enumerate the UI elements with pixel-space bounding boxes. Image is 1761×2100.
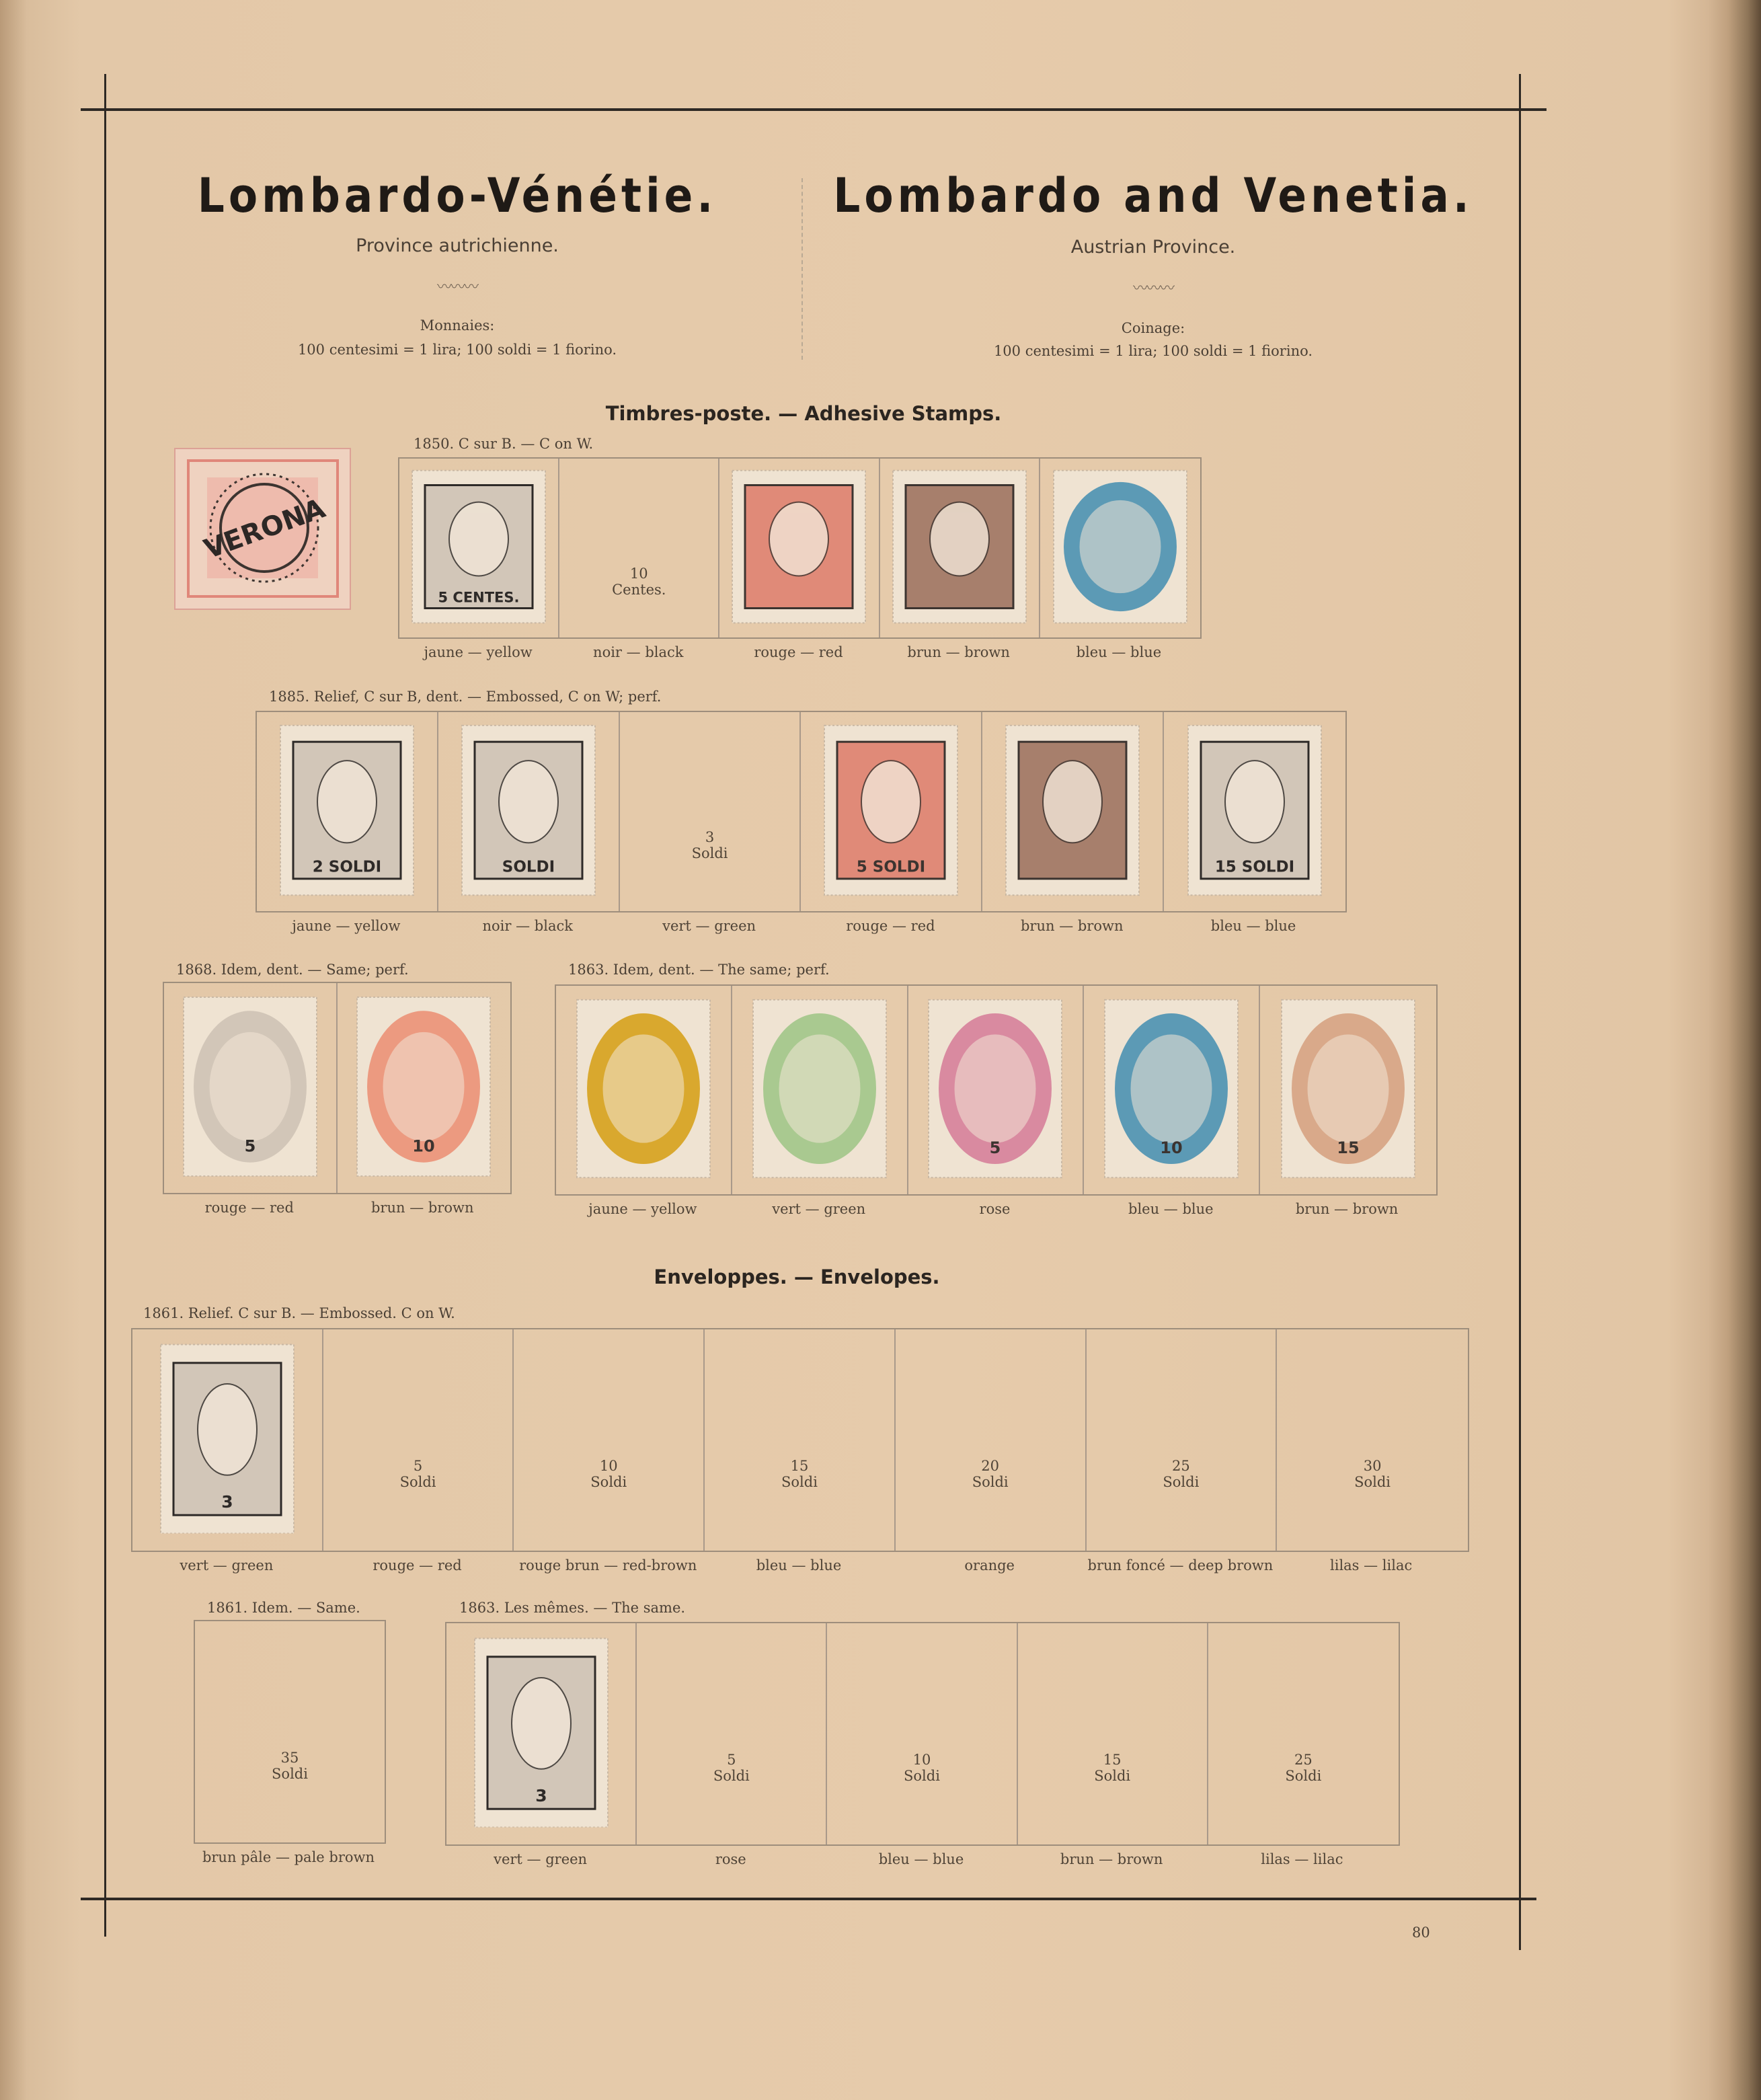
envelope-box-1863 [445,1622,1400,1846]
stamp-slot[interactable] [1164,712,1345,911]
slot-color-caption: brun foncé — deep brown [1087,1557,1274,1573]
slot-value-label: 20 Soldi [972,1457,1009,1490]
slot-color-caption: vert — green [662,918,756,934]
stamp-image-icon [1005,725,1140,899]
stamp-slot[interactable] [514,1329,705,1551]
stamp-slot[interactable] [438,712,620,911]
svg-text:3: 3 [221,1491,233,1512]
ornament-left: 〰〰〰 [436,279,477,296]
svg-text:5: 5 [244,1136,256,1156]
slot-color-caption: brun — brown [370,1200,474,1216]
slot-color-caption: bleu — blue [1210,918,1296,934]
stamp-image-icon [1187,725,1322,899]
stamp-slot[interactable] [637,1623,827,1844]
slot-color-caption: vert — green [772,1201,866,1217]
slot-color-caption: brun — brown [1020,918,1124,934]
stamp-slot[interactable] [257,712,438,911]
stamp-slot[interactable] [399,459,559,637]
slot-color-caption: rouge — red [846,918,935,934]
stamp-slot[interactable] [132,1329,323,1551]
stamp-slot[interactable] [908,986,1085,1194]
stamp-image-icon [752,999,887,1181]
stamp-image-icon [732,470,866,627]
slot-value-label: 3 Soldi [691,829,728,861]
slot-color-caption: brun — brown [1060,1851,1163,1867]
svg-text:10: 10 [1160,1138,1183,1157]
stamp-image-icon [474,1637,609,1830]
slot-value-label: 10 Soldi [590,1457,627,1490]
slot-value-label: 15 Soldi [781,1457,818,1490]
stamp-image-icon [412,470,546,627]
svg-text:2 SOLDI: 2 SOLDI [312,858,382,876]
stamp-slot[interactable] [1208,1623,1399,1844]
envelopes-heading: Enveloppes. — Envelopes. [654,1266,940,1288]
loose-verona-stamp[interactable] [173,447,352,611]
slot-color-caption: noir — black [593,644,684,660]
stamp-slot[interactable] [338,983,511,1193]
env-1861b-label: 1861. Idem. — Same. [207,1600,360,1616]
stamp-slot[interactable] [164,983,338,1193]
stamp-slot[interactable] [705,1329,896,1551]
slot-color-caption: vert — green [494,1851,588,1867]
envelope-box-1861 [131,1328,1469,1552]
row-1863-label: 1863. Idem, dent. — The same; perf. [568,962,830,978]
frame-bottom-line [81,1898,1536,1900]
svg-text:VERONA: VERONA [200,493,329,566]
svg-text:3: 3 [535,1785,547,1805]
stamp-slot[interactable] [827,1623,1017,1844]
slot-color-caption: jaune — yellow [292,918,401,934]
slot-color-caption: bleu — blue [1128,1201,1214,1217]
stamp-slot[interactable] [1260,986,1436,1194]
stamp-image-icon [356,997,491,1179]
slot-color-caption: noir — black [482,918,573,934]
slot-color-caption: rouge — red [373,1557,462,1573]
stamp-image-icon [280,725,414,899]
slot-value-label: 25 Soldi [1285,1751,1322,1784]
slot-color-caption: rose [979,1201,1011,1217]
svg-text:15: 15 [1337,1138,1360,1157]
stamp-image-icon [1053,470,1187,627]
stamp-image-icon [183,997,317,1179]
frame-right-line [1519,74,1521,1950]
stamp-slot[interactable] [896,1329,1087,1551]
slot-color-caption: bleu — blue [1076,644,1162,660]
stamp-image-icon [160,1344,295,1537]
stamp-slot[interactable] [446,1623,637,1844]
stamp-slot[interactable] [1087,1329,1278,1551]
stamp-slot[interactable] [732,986,908,1194]
svg-text:5 SOLDI: 5 SOLDI [857,858,926,876]
svg-text:SOLDI: SOLDI [502,858,555,876]
currency-label-french: Monnaies: [420,317,495,334]
currency-label-english: Coinage: [1121,320,1185,336]
stamp-slot[interactable] [719,459,879,637]
slot-color-caption: lilas — lilac [1330,1557,1413,1573]
slot-color-caption: vert — green [180,1557,274,1573]
header-divider [801,178,803,360]
slot-color-caption: rouge — red [204,1200,294,1216]
stamp-slot[interactable] [1018,1623,1208,1844]
ornament-right: 〰〰〰 [1132,280,1173,297]
stamp-slot[interactable] [982,712,1164,911]
title-french: Lombardo-Vénétie. [197,168,717,223]
slot-color-caption: rouge — red [754,644,843,660]
slot-color-caption: brun — brown [907,644,1010,660]
frame-top-line [81,108,1547,111]
slot-color-caption: rose [715,1851,746,1867]
row-1858-label: 1885. Relief, C sur B, dent. — Embossed, C on W; perf. [269,689,662,705]
slot-value-label: 35 Soldi [272,1749,308,1782]
row-1850-label: 1850. C sur B. — C on W. [414,436,594,452]
stamp-slot[interactable] [556,986,732,1194]
stamp-image-icon [1281,999,1415,1181]
slot-color-caption: orange [964,1557,1015,1573]
stamp-image-icon [461,725,596,899]
slot-value-label: 5 Soldi [713,1751,750,1784]
title-english: Lombardo and Venetia. [833,168,1473,223]
stamp-image-icon [576,999,711,1181]
stamp-red-lion-icon [173,447,352,611]
stamp-image-icon [1104,999,1239,1181]
svg-text:10: 10 [412,1136,435,1156]
currency-english: 100 centesimi = 1 lira; 100 soldi = 1 fiorino. [993,343,1313,359]
stamp-slot[interactable] [801,712,982,911]
stamp-slot[interactable] [195,1621,385,1842]
slot-color-caption: bleu — blue [756,1557,842,1573]
slot-color-caption: jaune — yellow [588,1201,697,1217]
slot-value-label: 30 Soldi [1354,1457,1391,1490]
slot-value-label: 25 Soldi [1163,1457,1200,1490]
env-1861-label: 1861. Relief. C sur B. — Embossed. C on W. [143,1305,455,1321]
slot-value-label: 10 Soldi [904,1751,940,1784]
subtitle-french: Province autrichienne. [356,235,559,256]
stamp-box-1862 [163,982,512,1194]
stamp-box-1858 [256,711,1347,912]
slot-color-caption: brun pâle — pale brown [202,1849,375,1865]
page-number: 80 [1412,1924,1430,1941]
slot-color-caption: bleu — blue [878,1851,964,1867]
stamp-slot[interactable] [880,459,1040,637]
stamp-box-1863 [555,984,1438,1196]
slot-value-label: 15 Soldi [1094,1751,1131,1784]
slot-color-caption: jaune — yellow [424,644,533,660]
stamp-image-icon [892,470,1027,627]
stamp-slot[interactable] [323,1329,514,1551]
stamp-image-icon [824,725,958,899]
stamp-slot[interactable] [1040,459,1200,637]
slot-value-label: 10 Centes. [612,566,666,598]
stamp-image-icon [928,999,1062,1181]
svg-text:5 CENTES.: 5 CENTES. [438,589,520,606]
slot-color-caption: lilas — lilac [1261,1851,1343,1867]
env-1863-label: 1863. Les mêmes. — The same. [459,1600,686,1616]
stamp-slot[interactable] [620,712,801,911]
stamp-slot[interactable] [559,459,719,637]
adhesive-stamps-heading: Timbres-poste. — Adhesive Stamps. [605,402,1002,425]
subtitle-english: Austrian Province. [1070,237,1236,258]
row-1862-label: 1868. Idem, dent. — Same; perf. [176,962,409,978]
stamp-slot[interactable] [1084,986,1260,1194]
slot-value-label: 5 Soldi [399,1457,436,1490]
stamp-slot[interactable] [1277,1329,1468,1551]
stamp-box-1850 [398,457,1202,639]
envelope-box-1861b [194,1620,386,1844]
frame-left-line [104,74,106,1937]
svg-text:15 SOLDI: 15 SOLDI [1214,858,1295,876]
currency-french: 100 centesimi = 1 lira; 100 soldi = 1 fiorino. [297,342,617,358]
slot-color-caption: brun — brown [1295,1201,1399,1217]
slot-color-caption: rouge brun — red-brown [519,1557,697,1573]
svg-text:5: 5 [990,1138,1001,1157]
